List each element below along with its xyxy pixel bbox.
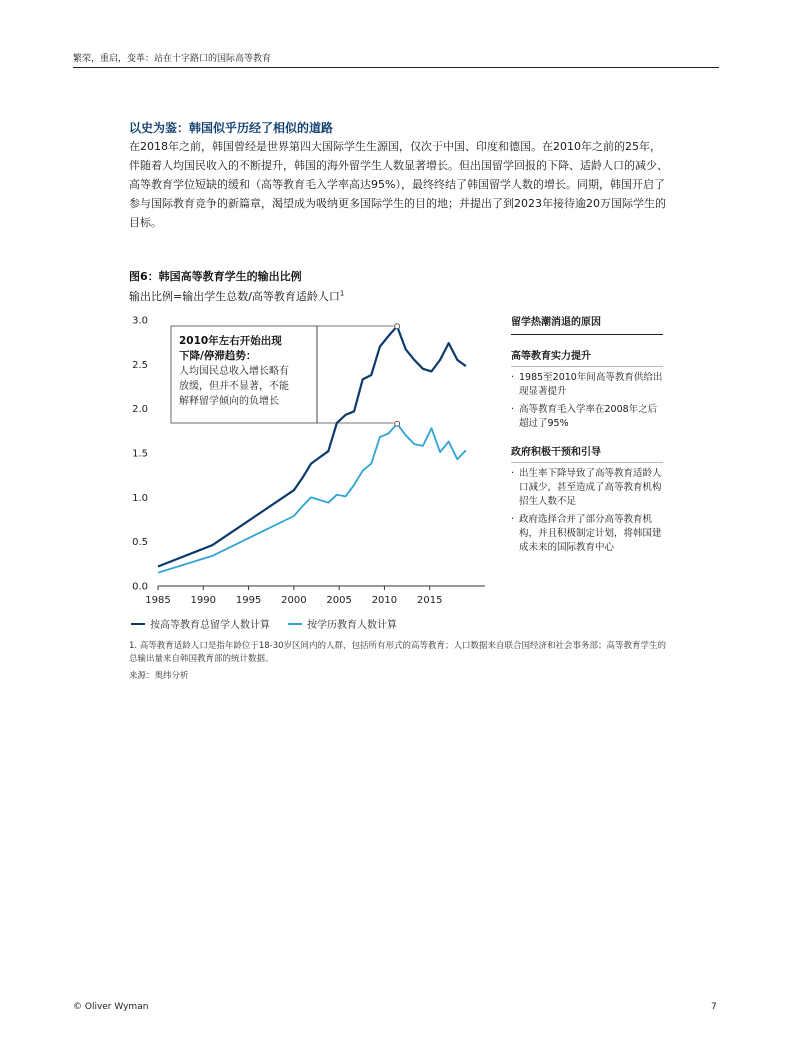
legend-item-total <box>131 616 270 631</box>
sidebar-bullet: · 政府选择合并了部分高等教育机构，并且积极制定计划，将韩国建成未来的国际教育中心 <box>511 513 663 555</box>
y-tick-label: 0.0 <box>132 581 148 593</box>
header-rule <box>73 67 719 68</box>
legend-swatch-degree <box>288 623 302 625</box>
sidebar-bullet: · 高等教育毛入学率在2008年之后超过了95% <box>511 403 663 431</box>
x-tick-label: 2015 <box>416 595 443 606</box>
copyright: © Oliver Wyman <box>73 1002 149 1012</box>
x-tick-label: 1990 <box>190 595 217 606</box>
legend-swatch-total <box>131 623 145 625</box>
legend-item-degree <box>288 616 397 631</box>
x-tick-label: 2010 <box>371 595 398 606</box>
legend-label-degree: 按学历教育人数计算 <box>307 620 397 631</box>
sidebar-group-title: 高等教育实力提升 <box>511 347 663 367</box>
y-tick-label: 1.5 <box>132 448 148 460</box>
sidebar-bullet: · 出生率下降导致了高等教育适龄人口减少，甚至造成了高等教育机构招生人数不足 <box>511 467 663 509</box>
figure-subtitle <box>129 288 344 304</box>
annotation-title: 下降/停滞趋势： <box>179 350 257 362</box>
peak-marker-total <box>395 324 400 329</box>
page-number: 7 <box>711 1002 717 1012</box>
y-tick-label: 2.0 <box>132 404 148 416</box>
figure-subtitle-text: 输出比例=输出学生总数/高等教育适龄人口 <box>129 290 340 303</box>
line-chart <box>120 308 495 608</box>
series-line-degree <box>158 424 466 573</box>
y-tick-label: 0.5 <box>132 537 148 549</box>
sidebar <box>511 313 663 555</box>
chart-legend <box>131 616 397 631</box>
figure-title: 图6：韩国高等教育学生的输出比例 <box>129 270 302 283</box>
y-tick-label: 3.0 <box>132 315 148 327</box>
x-tick-label: 1995 <box>235 595 262 606</box>
y-tick-label: 2.5 <box>132 359 148 371</box>
running-header: 繁荣，重启，变革：站在十字路口的国际高等教育 <box>73 54 272 64</box>
annotation-text: 放缓，但并不显著，不能 <box>179 381 289 392</box>
annotation-text: 解释留学倾向的负增长 <box>179 396 279 407</box>
sidebar-group-title: 政府积极干预和引导 <box>511 443 663 463</box>
annotation-text: 人均国民总收入增长略有 <box>179 366 289 377</box>
y-tick-label: 1.0 <box>132 492 148 504</box>
section-body: 在2018年之前，韩国曾经是世界第四大国际学生生源国，仅次于中国、印度和德国。在2010年之前的25年，伴随着人均国民收入的不断提升，韩国的海外留学生人数显著增长。但出国留学回报的下降、适龄人口的减少、高等教育学位短缺的缓和（高等教育毛入学率高达95%），最终终结了韩国留学人数的增长。同期，韩国开启了参与国际教育竞争的新篇章，渴望成为吸纳更多国际学生的目的地；并提出了到2023年接待逾20万国际学生的目标。 <box>129 140 668 229</box>
sidebar-title: 留学热潮消退的原因 <box>511 313 663 335</box>
figure-subtitle-footnote-mark: 1 <box>339 289 345 298</box>
annotation-title: 2010年左右开始出现 <box>179 335 282 347</box>
peak-marker-degree <box>395 421 400 426</box>
sidebar-bullet: · 1985至2010年间高等教育供给出现显著提升 <box>511 371 663 399</box>
source-note: 来源：奥纬分析 <box>129 671 189 681</box>
x-tick-label: 2005 <box>326 595 352 606</box>
x-tick-label: 2000 <box>281 595 307 606</box>
legend-label-total: 按高等教育总留学人数计算 <box>150 620 270 631</box>
footnote: 1. 高等教育适龄人口是指年龄位于18-30岁区间内的人群，包括所有形式的高等教育；人口数据来自联合国经济和社会事务部；高等教育学生的总输出量来自韩国教育部的统计数据。 <box>129 641 667 664</box>
x-tick-label: 1985 <box>145 595 171 606</box>
section-heading: 以史为鉴：韩国似乎历经了相似的道路 <box>129 121 334 135</box>
